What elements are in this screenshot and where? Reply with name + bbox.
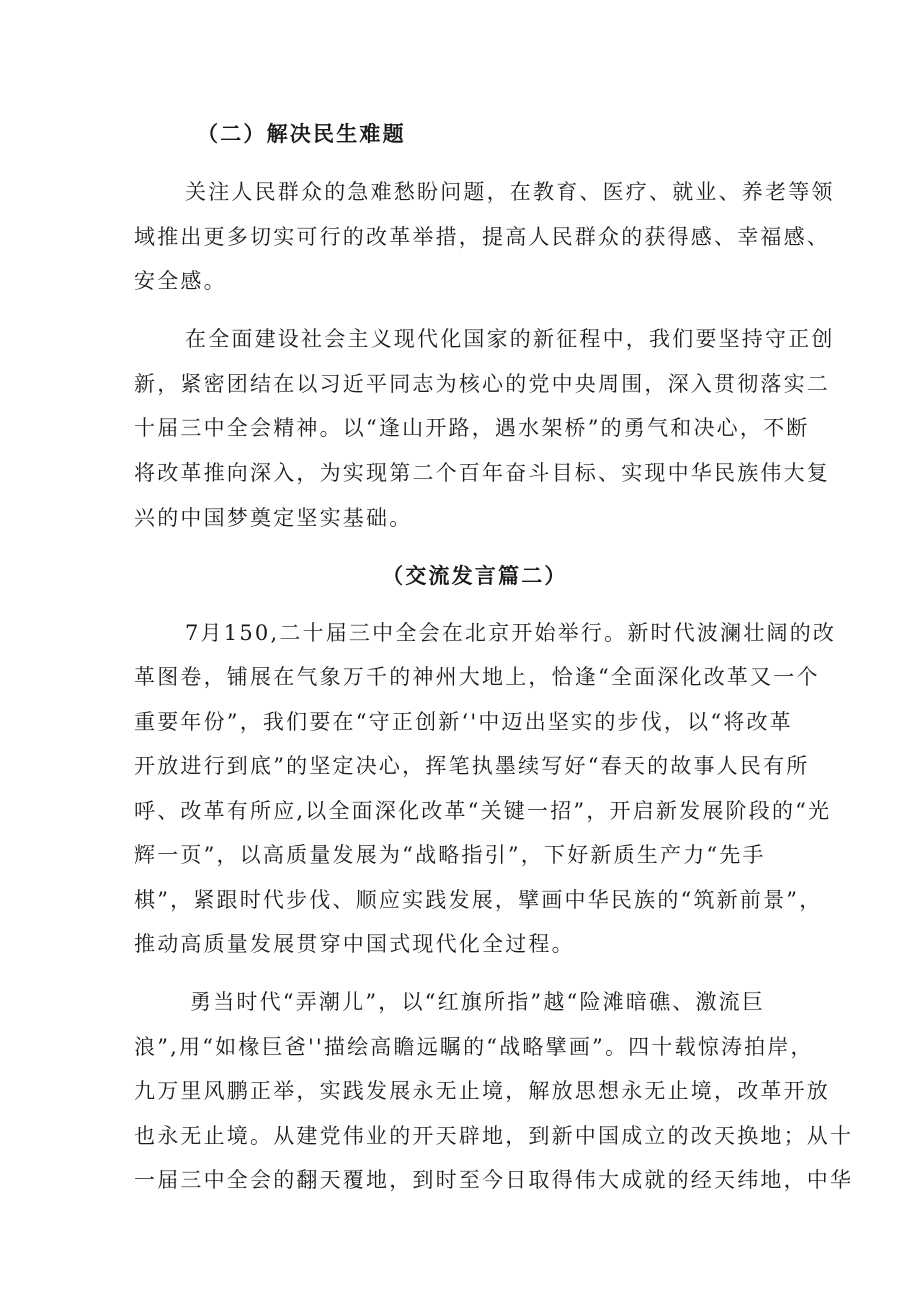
paragraph-4-line: 勇当时代“弄潮儿”，以“红旗所指”越“险滩暗礁、激流巨 xyxy=(190,990,766,1014)
paragraph-3-line: 革图卷，铺展在气象万千的神州大地上，恰逢“全面深化改革又一个 xyxy=(134,665,820,689)
paragraph-4-line: 也永无止境。从建党伟业的开天辟地，到新中国成立的改天换地；从十 xyxy=(134,1124,854,1148)
paragraph-3-line: 推动高质量发展贯穿中国式现代化全过程。 xyxy=(134,932,575,956)
paragraph-1-line: 域推出更多切实可行的改革举措，提高人民群众的获得感、幸福感、 xyxy=(134,225,830,249)
paragraph-3-line: 7月150,二十届三中全会在北京开始举行。新时代波澜壮阔的改 xyxy=(185,621,837,645)
section-heading: （二）解决民生难题 xyxy=(197,121,406,146)
paragraph-3-line: 重要年份”，我们要在“守正创新‘'中迈出坚实的步伐，以“将改革 xyxy=(134,710,793,734)
paragraph-4-line: 浪”,用“如椽巨爸''描绘高瞻远瞩的“战略擘画”。四十载惊涛拍岸， xyxy=(134,1035,814,1059)
paragraph-2-line: 新，紧密团结在以习近平同志为核心的党中央周围，深入贯彻落实二 xyxy=(134,372,830,396)
paragraph-1-line: 关注人民群众的急难愁盼问题，在教育、医疗、就业、养老等领 xyxy=(185,180,835,204)
paragraph-3-line: 呼、改革有所应,以全面深化改革“关键一招”，开启新发展阶段的“光 xyxy=(134,799,832,823)
paragraph-3-line: 辉一页”，以高质量发展为“战略指引”，下好新质生产力“先手 xyxy=(134,843,766,867)
paragraph-4-line: 九万里风鹏正举，实践发展永无止境，解放思想永无止境，改革开放 xyxy=(134,1079,830,1103)
part-title: （交流发言篇二） xyxy=(382,563,568,588)
paragraph-2-line: 兴的中国梦奠定坚实基础。 xyxy=(134,506,413,530)
paragraph-1-line: 安全感。 xyxy=(134,269,227,293)
paragraph-2-line: 将改革推向深入，为实现第二个百年奋斗目标、实现中华民族伟大复 xyxy=(134,461,830,485)
paragraph-2-line: 在全面建设社会主义现代化国家的新征程中，我们要坚持守正创 xyxy=(185,327,835,351)
paragraph-2-line: 十届三中全会精神。以“逢山开路，遇水架桥”的勇气和决心，不断 xyxy=(134,416,810,440)
paragraph-4-line: 一届三中全会的翻天覆地，到时至今日取得伟大成就的经天纬地，中华 xyxy=(134,1168,854,1192)
paragraph-3-line: 棋”，紧跟时代步伐、顺应实践发展，擘画中华民族的“筑新前景”， xyxy=(134,888,823,912)
paragraph-3-line: 开放进行到底”的坚定决心，挥笔执墨续写好“春天的故事人民有所 xyxy=(134,754,810,778)
